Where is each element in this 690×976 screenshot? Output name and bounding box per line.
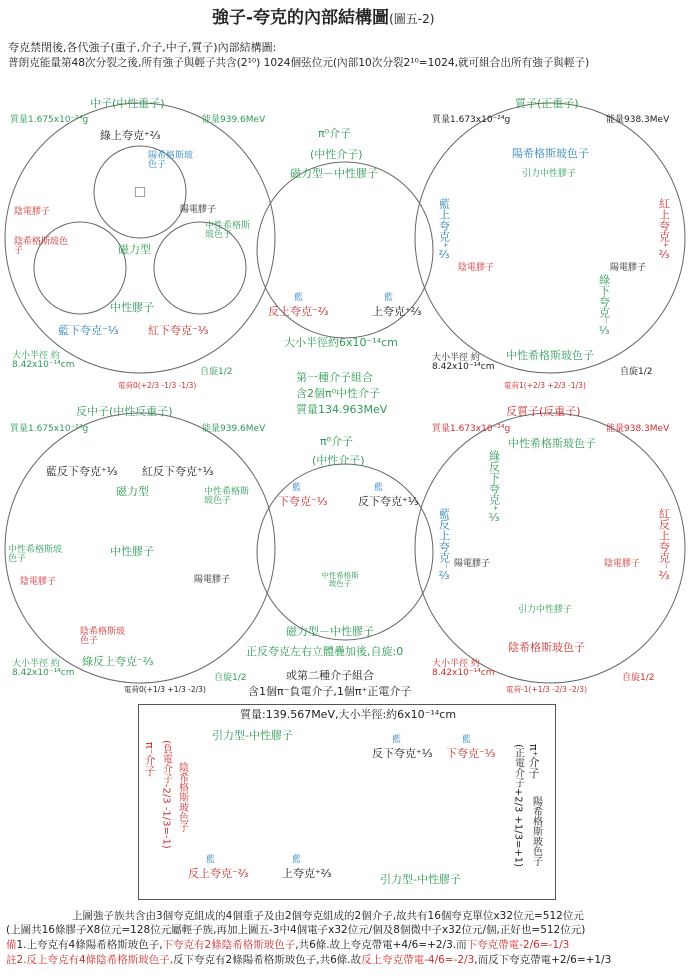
antineutron-radius: 大小半徑 約8.42x10⁻¹⁴cm — [12, 659, 75, 678]
pi0-top-right-color: 藍 — [384, 293, 394, 303]
neutron-spin: 自旋1/2 — [200, 367, 233, 377]
antineutron-tl: 藍反下夸克⁺⅓ — [46, 465, 118, 478]
proton-energy: 能量938.3MeV — [606, 115, 670, 125]
pion-q1: 反下夸克⁺⅓ — [372, 747, 433, 760]
pi0-mid-left-quark: 下夸克⁻⅓ — [278, 495, 328, 508]
pion-gluon-bottom: 引力型-中性膠子 — [380, 873, 461, 886]
antineutron-magnetic: 磁力型 — [116, 485, 149, 498]
pi0-top-gluon: 磁力型－中性膠子 — [290, 167, 378, 180]
pi0-top-left-quark: 反上夸克⁻⅔ — [268, 305, 329, 318]
pion-q4: 上夸克⁺⅔ — [282, 867, 332, 880]
antiproton-radius: 大小半徑 約8.42x10⁻¹⁴cm — [432, 659, 495, 678]
pion-q2: 下夸克⁻⅓ — [446, 747, 496, 760]
proton-pos-higgs: 陽希格斯玻色子 — [512, 147, 589, 160]
antineutron-bottom-quark: 綠反上夸克⁻⅔ — [82, 655, 154, 668]
antiproton-mass: 質量1.673x10⁻²⁴g — [432, 424, 511, 434]
proton-mass: 質量1.673x10⁻²⁴g — [432, 115, 511, 125]
combo1-line3: 質量134.963MeV — [296, 403, 388, 416]
pion-left-sub: (負電介子-2/3 -1/3=-1) — [160, 740, 172, 849]
neutron-charge: 電荷0(+2/3 -1/3 -1/3) — [118, 381, 197, 390]
antiproton-cation: 陽電膠子 — [454, 559, 491, 569]
antineutron-neutral-higgs-2: 中性希格斯玻色子 — [8, 545, 63, 564]
pi0-top-right-quark: 上夸克⁺⅔ — [372, 305, 422, 318]
antiproton-energy: 能量938.3MeV — [606, 424, 670, 434]
pi0-mid-title: π⁰介子 — [320, 435, 354, 448]
neutron-title: 中子(中性重子) — [90, 97, 165, 110]
antiproton-red: 紅反上夸克⁻⅔ — [657, 508, 671, 582]
pi0-top-subtitle: (中性介子) — [310, 148, 363, 161]
pi0-top-title: π⁰介子 — [318, 127, 352, 140]
neutron-radius: 大小半徑 約8.42x10⁻¹⁴cm — [12, 351, 75, 370]
neutron-cation: 陽電膠子 — [180, 205, 217, 215]
proton-circle — [415, 103, 685, 373]
note-2: 註2.反上夸克有4條陰希格斯玻色子,反下夸克有2條陽希格斯玻色子,共6條.故反上夸克帶電-4/6=-2/3,而反下夸克帶電+2/6=+1/3 — [6, 954, 612, 966]
intro-line-2: 普朗克能量第48次分裂之後,所有強子與輕子共含(2¹⁰) 1024個弦位元(內部10次分裂2¹⁰=1024,就可組合出所有強子與輕子) — [8, 57, 590, 69]
neutron-magnetic: 磁力型 — [118, 243, 151, 256]
proton-green-down: 綠下夸克⁻⅓ — [597, 274, 611, 337]
antineutron-spin: 自旋1/2 — [214, 673, 247, 683]
antineutron-tr: 紅反下夸克⁺⅓ — [142, 465, 214, 478]
pion-q1-color: 藍 — [392, 735, 402, 745]
neutron-higgs-neg: 陰希格斯玻色子 — [14, 237, 69, 256]
antineutron-energy: 能量939.6MeV — [202, 424, 266, 434]
pi0-mid-circle — [257, 464, 433, 640]
neutron-bl-quark: 藍下夸克⁻⅓ — [58, 324, 119, 337]
pion-right-name: π⁺介子 — [527, 744, 540, 779]
antiproton-charge: 電荷-1(+1/3 -2/3 -2/3) — [506, 685, 588, 694]
pion-left-name: π⁻介子 — [143, 742, 156, 777]
neutron-energy: 能量939.6MeV — [202, 115, 266, 125]
pi0-mid-left-color: 藍 — [292, 483, 302, 493]
neutron-mass: 質量1.675x10⁻²⁴g — [10, 115, 89, 125]
antineutron-neutral-higgs: 中性希格斯玻色子 — [204, 487, 250, 506]
pion-q3-color: 藍 — [206, 855, 216, 865]
neutron-up-quark — [136, 188, 145, 197]
pion-right-higgs: 陽希格斯玻色子 — [530, 796, 542, 866]
antiproton-attract: 引力中性膠子 — [518, 605, 573, 615]
combo1-line1: 第一種介子組合 — [296, 371, 373, 384]
pion-box-header: 質量:139.567MeV,大小半徑:約6x10⁻¹⁴cm — [240, 708, 457, 721]
neutron-neutral-gluon: 中性膠子 — [110, 301, 154, 314]
antineutron-cation: 陽電膠子 — [194, 575, 231, 585]
proton-spin: 自旋1/2 — [620, 367, 653, 377]
pi0-mid-right-quark: 反下夸克⁺⅓ — [358, 495, 419, 508]
antiproton-anion: 陰電膠子 — [604, 559, 641, 569]
proton-anion: 陰電膠子 — [458, 263, 495, 273]
antiproton-title: 反質子(反重子) — [506, 405, 581, 418]
antineutron-anion: 陰電膠子 — [20, 577, 57, 587]
antiproton-green: 綠反下夸克⁺⅓ — [487, 450, 501, 524]
pi0-mid-subtitle: (中性介子) — [312, 454, 365, 467]
pion-q3: 反上夸克⁻⅔ — [188, 867, 249, 880]
antiproton-spin: 自旋1/2 — [622, 673, 655, 683]
proton-red-up: 紅上夸克⁺⅔ — [657, 198, 671, 261]
antineutron-neg-higgs: 陰希格斯玻色子 — [80, 627, 126, 646]
pion-q2-color: 藍 — [462, 735, 472, 745]
pion-left-higgs: 陰希格斯玻色子 — [176, 762, 188, 832]
footer-line-1: 上圖強子族共含由3個夸克組成的4個重子及由2個夸克組成的2個介子,故共有16個夸克單位x32位元=512位元 — [72, 910, 584, 922]
proton-charge: 電荷1(+2/3 +2/3 -1/3) — [504, 381, 586, 390]
antineutron-charge: 電荷0(+1/3 +1/3 -2/3) — [124, 685, 206, 694]
proton-title: 質子(正重子) — [515, 97, 579, 110]
antineutron-mass: 質量1.675x10⁻²⁴g — [10, 424, 89, 434]
antineutron-title: 反中子(中性反重子) — [76, 405, 173, 418]
neutron-top-quark: 綠上夸克⁺⅔ — [100, 129, 161, 142]
note-1: 備1.上夸克有4條陽希格斯玻色子,下夸克有2條陰希格斯玻色子,共6條.故上夸克帶電+4/6=+2/3.而下夸克帶電-2/6=-1/3 — [6, 939, 570, 951]
combo2-line1: 或第二種介子組合 — [286, 669, 374, 682]
proton-neutral-higgs: 中性希格斯玻色子 — [506, 349, 594, 362]
neutron-higgs-pos: 陽希格斯玻色子 — [148, 151, 194, 170]
proton-radius: 大小半徑 約8.42x10⁻¹⁴cm — [432, 353, 495, 372]
proton-cation: 陽電膠子 — [610, 263, 647, 273]
neutron-neutral-higgs: 中性希格斯玻色子 — [205, 221, 251, 240]
pi0-radius: 大小半徑約6x10⁻¹⁴cm — [284, 336, 398, 349]
pion-right-sub: (正電介子+2/3 +1/3=+1) — [512, 744, 524, 868]
antiproton-blue: 藍反上夸克⁻⅔ — [437, 508, 451, 582]
combo2-line2: 含1個π⁻負電介子,1個π⁺正電介子 — [248, 685, 412, 698]
pi0-mid-gluon: 磁力型－中性膠子 — [286, 625, 374, 638]
antiproton-neutral-higgs: 中性希格斯玻色子 — [508, 437, 596, 450]
neutron-anion: 陰電膠子 — [14, 207, 51, 217]
proton-attract-gluon: 引力中性膠子 — [522, 169, 577, 179]
pion-q4-color: 藍 — [292, 855, 302, 865]
pi0-top-left-color: 藍 — [294, 293, 304, 303]
antiproton-neg-higgs: 陰希格斯玻色子 — [508, 641, 585, 654]
pi0-mid-note: 正反夸克左右立體疊加後,自旋:0 — [246, 645, 404, 658]
proton-blue-up: 藍上夸克⁺⅔ — [437, 198, 451, 261]
pi0-mid-right-color: 藍 — [374, 483, 384, 493]
intro-line-1: 夸克禁閉後,各代強子(重子,介子,中子,質子)內部結構圖: — [8, 41, 277, 54]
pi0-mid-center-higgs: 中性希格斯玻色子 — [321, 571, 359, 588]
antineutron-neutral-gluon: 中性膠子 — [110, 545, 154, 558]
pion-gluon-top: 引力型-中性膠子 — [212, 729, 293, 742]
page-title: 強子-夸克的內部結構圖(圖五-2) — [212, 8, 435, 28]
footer-line-2: (上圖共16條膠子X8位元=128位元屬輕子族,再加上圖五-3中4個電子x32位元/個及8個微中子x32位元/個,正好也=512位元) — [6, 924, 586, 936]
neutron-br-quark: 紅下夸克⁻⅓ — [148, 324, 209, 337]
combo1-line2: 含2個π⁰中性介子 — [296, 387, 381, 400]
